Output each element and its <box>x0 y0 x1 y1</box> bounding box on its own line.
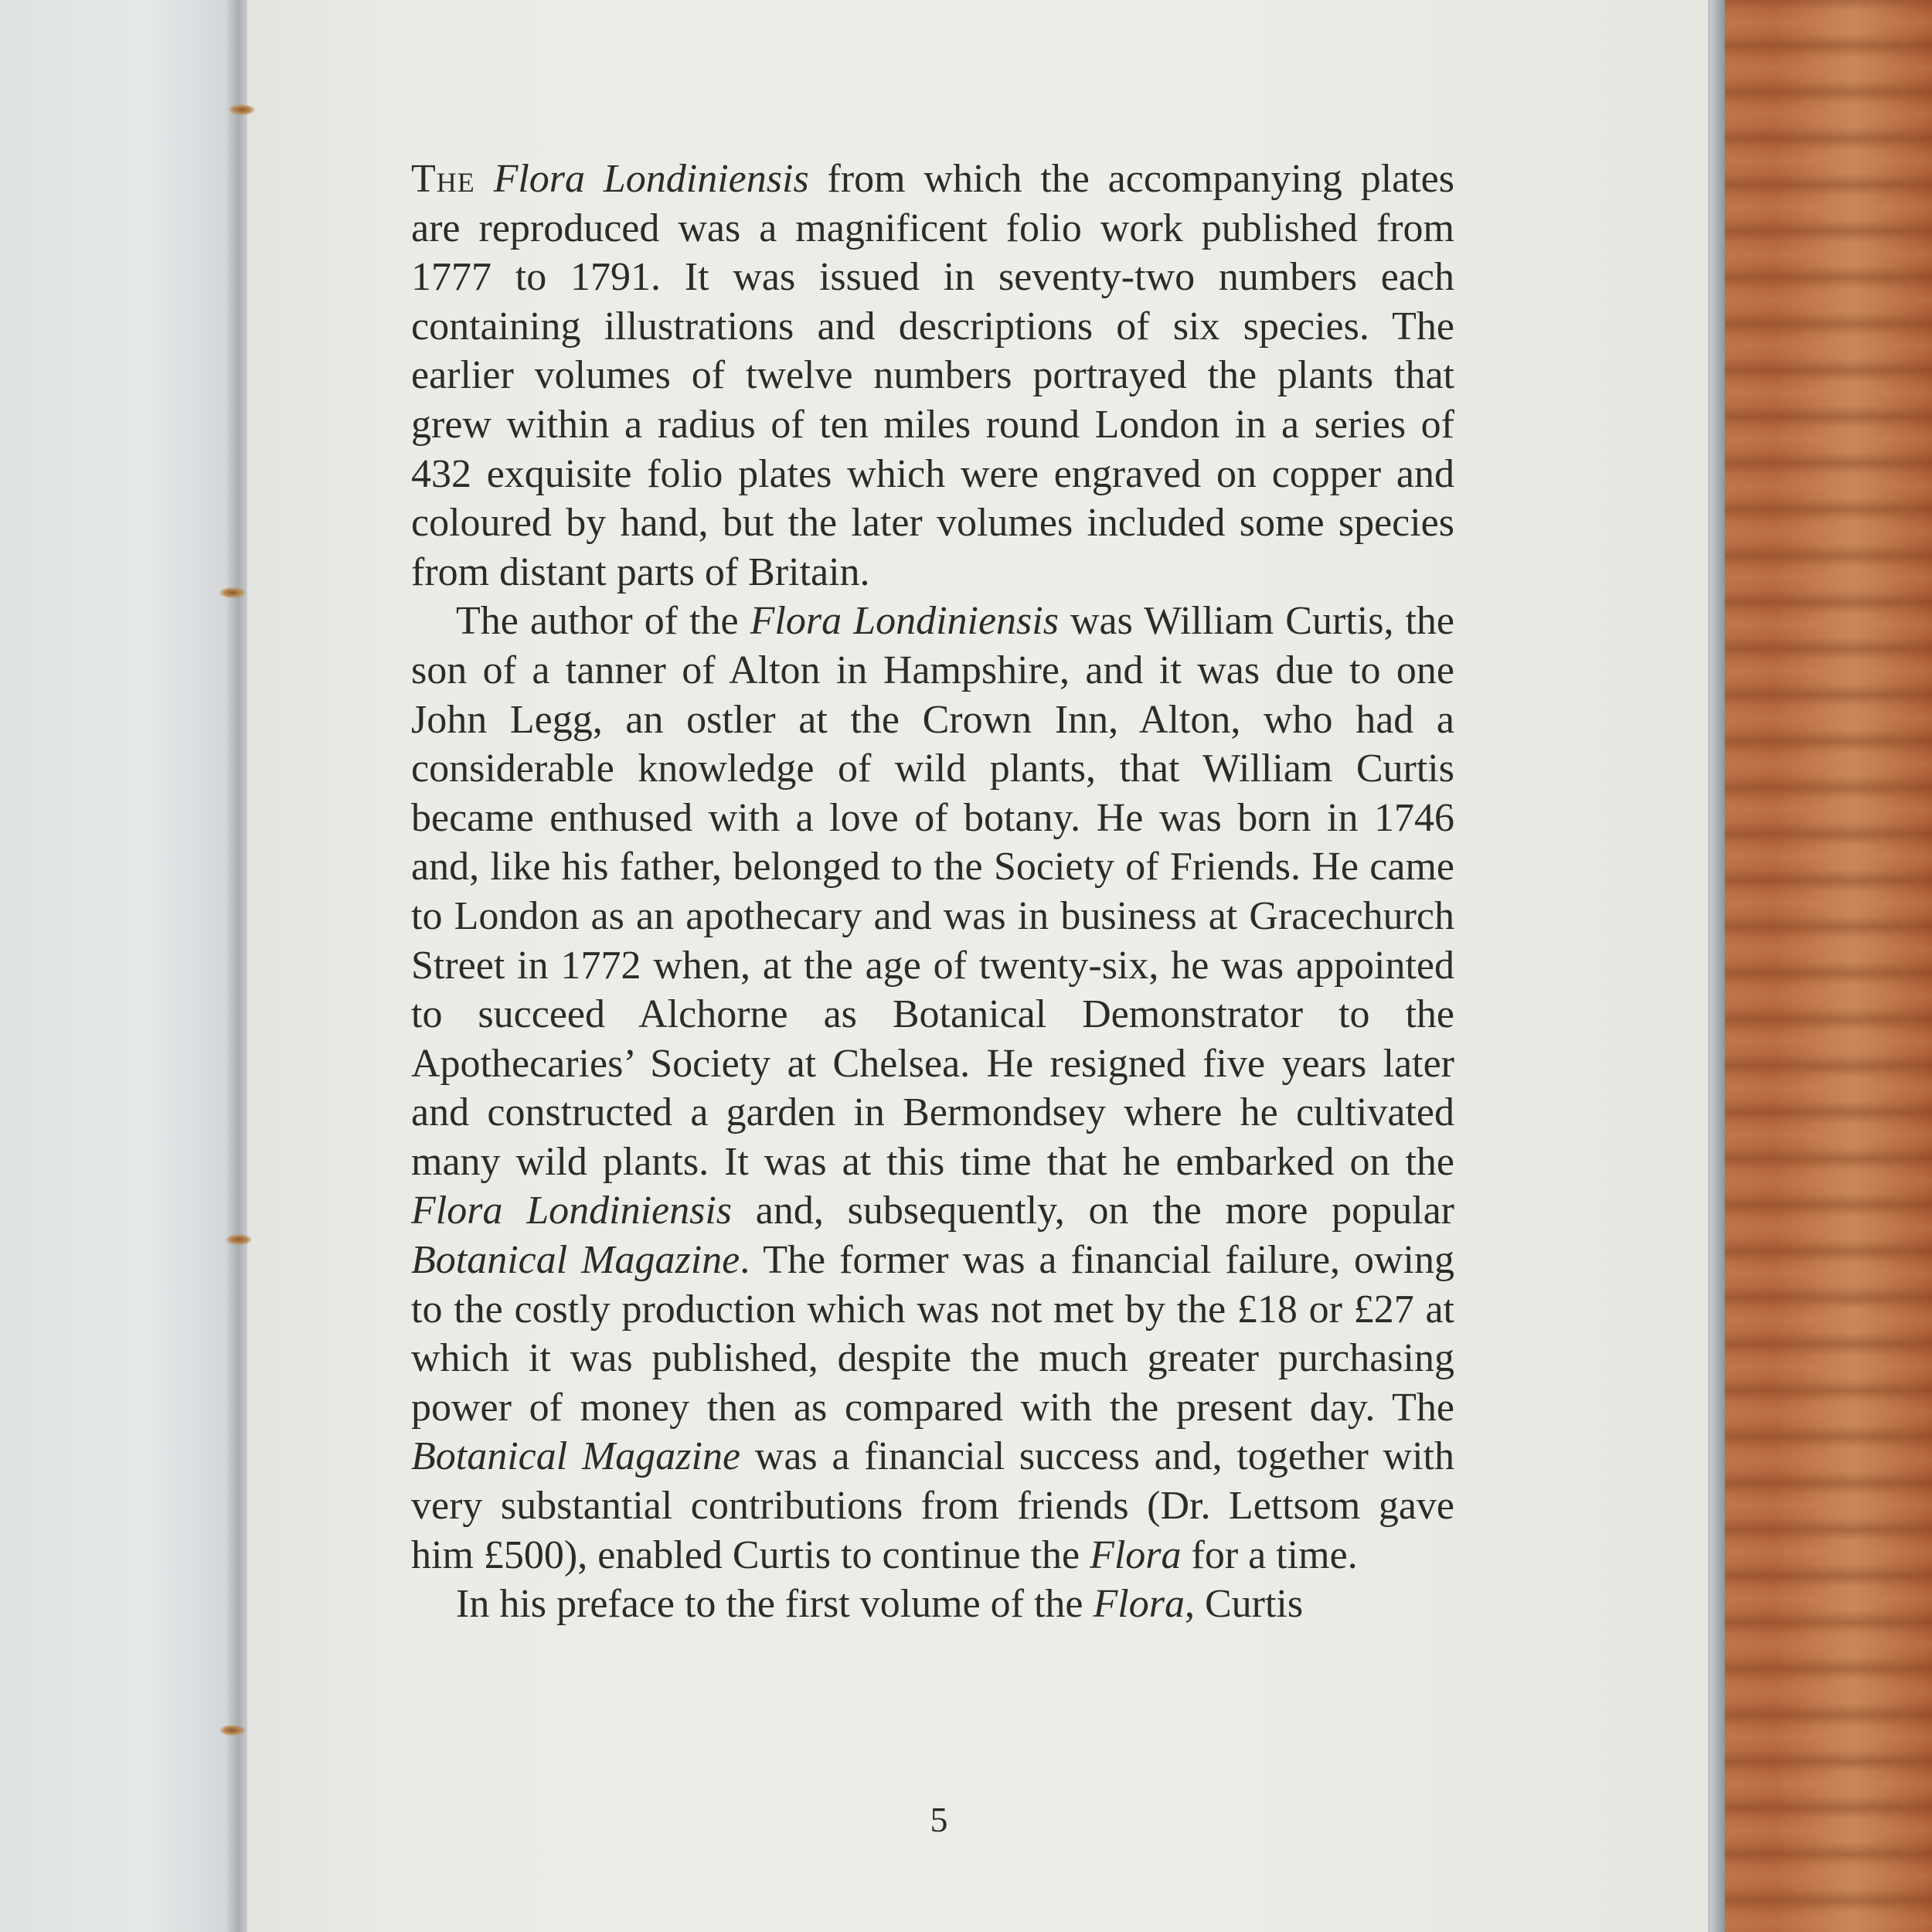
paragraph-3-text: , Curtis <box>1184 1582 1304 1627</box>
italic-title: Flora <box>1093 1582 1185 1627</box>
binding-stitch <box>219 587 246 598</box>
paragraph-2-text: was a financial success and, together with very substantial contributions from friends (Dr. Lettsom gave him £500), enabled Curtis to continue the <box>411 1434 1455 1577</box>
italic-title: Flora Londiniensis <box>411 1189 733 1233</box>
binding-stitch <box>229 104 255 115</box>
paragraph-1-text: from which the accompanying plates are reproduced was a magnificent folio work published from 1777 to 1791. It was issued in seventy-two numbers each containing illustrations and descriptions of six species. The earlier volumes of twelve numbers portrayed the plants that grew within a radius of ten miles round London in a series of 432 exquisite folio plates which were engraved on copper and coloured by hand, but the later volumes included some species from distant parts of Britain. <box>411 157 1454 594</box>
paragraph-2 <box>411 597 1454 1580</box>
italic-title: Flora <box>1090 1532 1182 1577</box>
book-gutter <box>226 0 247 1932</box>
paragraph-2-text: for a time. <box>1181 1532 1358 1577</box>
left-blank-page <box>0 0 247 1932</box>
paragraph-2-text: . The former was a financial failure, owing to the costly production which was not met by the £18 or £27 at which it was published, despite the much greater purchasing power of money then as compared with the present day. The <box>411 1238 1455 1430</box>
paragraph-3 <box>411 1580 1454 1629</box>
paragraph-2-text: was William Curtis, the son of a tanner of Alton in Hampshire, and it was due to one John Legg, an ostler at the Crown Inn, Alton, who had a considerable knowledge of wild plants, that William Curtis became enthused with a love of botany. He was born in 1746 and, like his father, belonged to the Society of Friends. He came to London as an apothecary and was in business at Gracechurch Street in 1772 when, at the age of twenty-six, he was appointed to succeed Alchorne as Botanical Demonstrator to the Apothecaries’ Society at Chelsea. He resigned five years later and constructed a garden in Bermondsey where he cultivated many wild plants. It was at this time that he embarked on the <box>411 599 1455 1184</box>
paragraph-3-text: In his preface to the first volume of the <box>456 1582 1094 1627</box>
body-text <box>411 155 1454 1629</box>
binding-stitch <box>219 1725 246 1736</box>
paragraph-2-text: and, subsequently, on the more popular <box>732 1189 1455 1233</box>
page-number: 5 <box>930 1800 948 1839</box>
italic-title: Flora Londiniensis <box>750 599 1059 644</box>
binding-stitch <box>226 1234 252 1245</box>
italic-title: Botanical Magazine <box>411 1434 741 1479</box>
paragraph-1 <box>411 155 1454 597</box>
italic-title: Flora Londiniensis <box>493 157 809 201</box>
paragraph-2-text: The author of the <box>456 599 750 644</box>
italic-title: Botanical Magazine <box>411 1238 740 1283</box>
opening-word: The <box>411 157 475 201</box>
